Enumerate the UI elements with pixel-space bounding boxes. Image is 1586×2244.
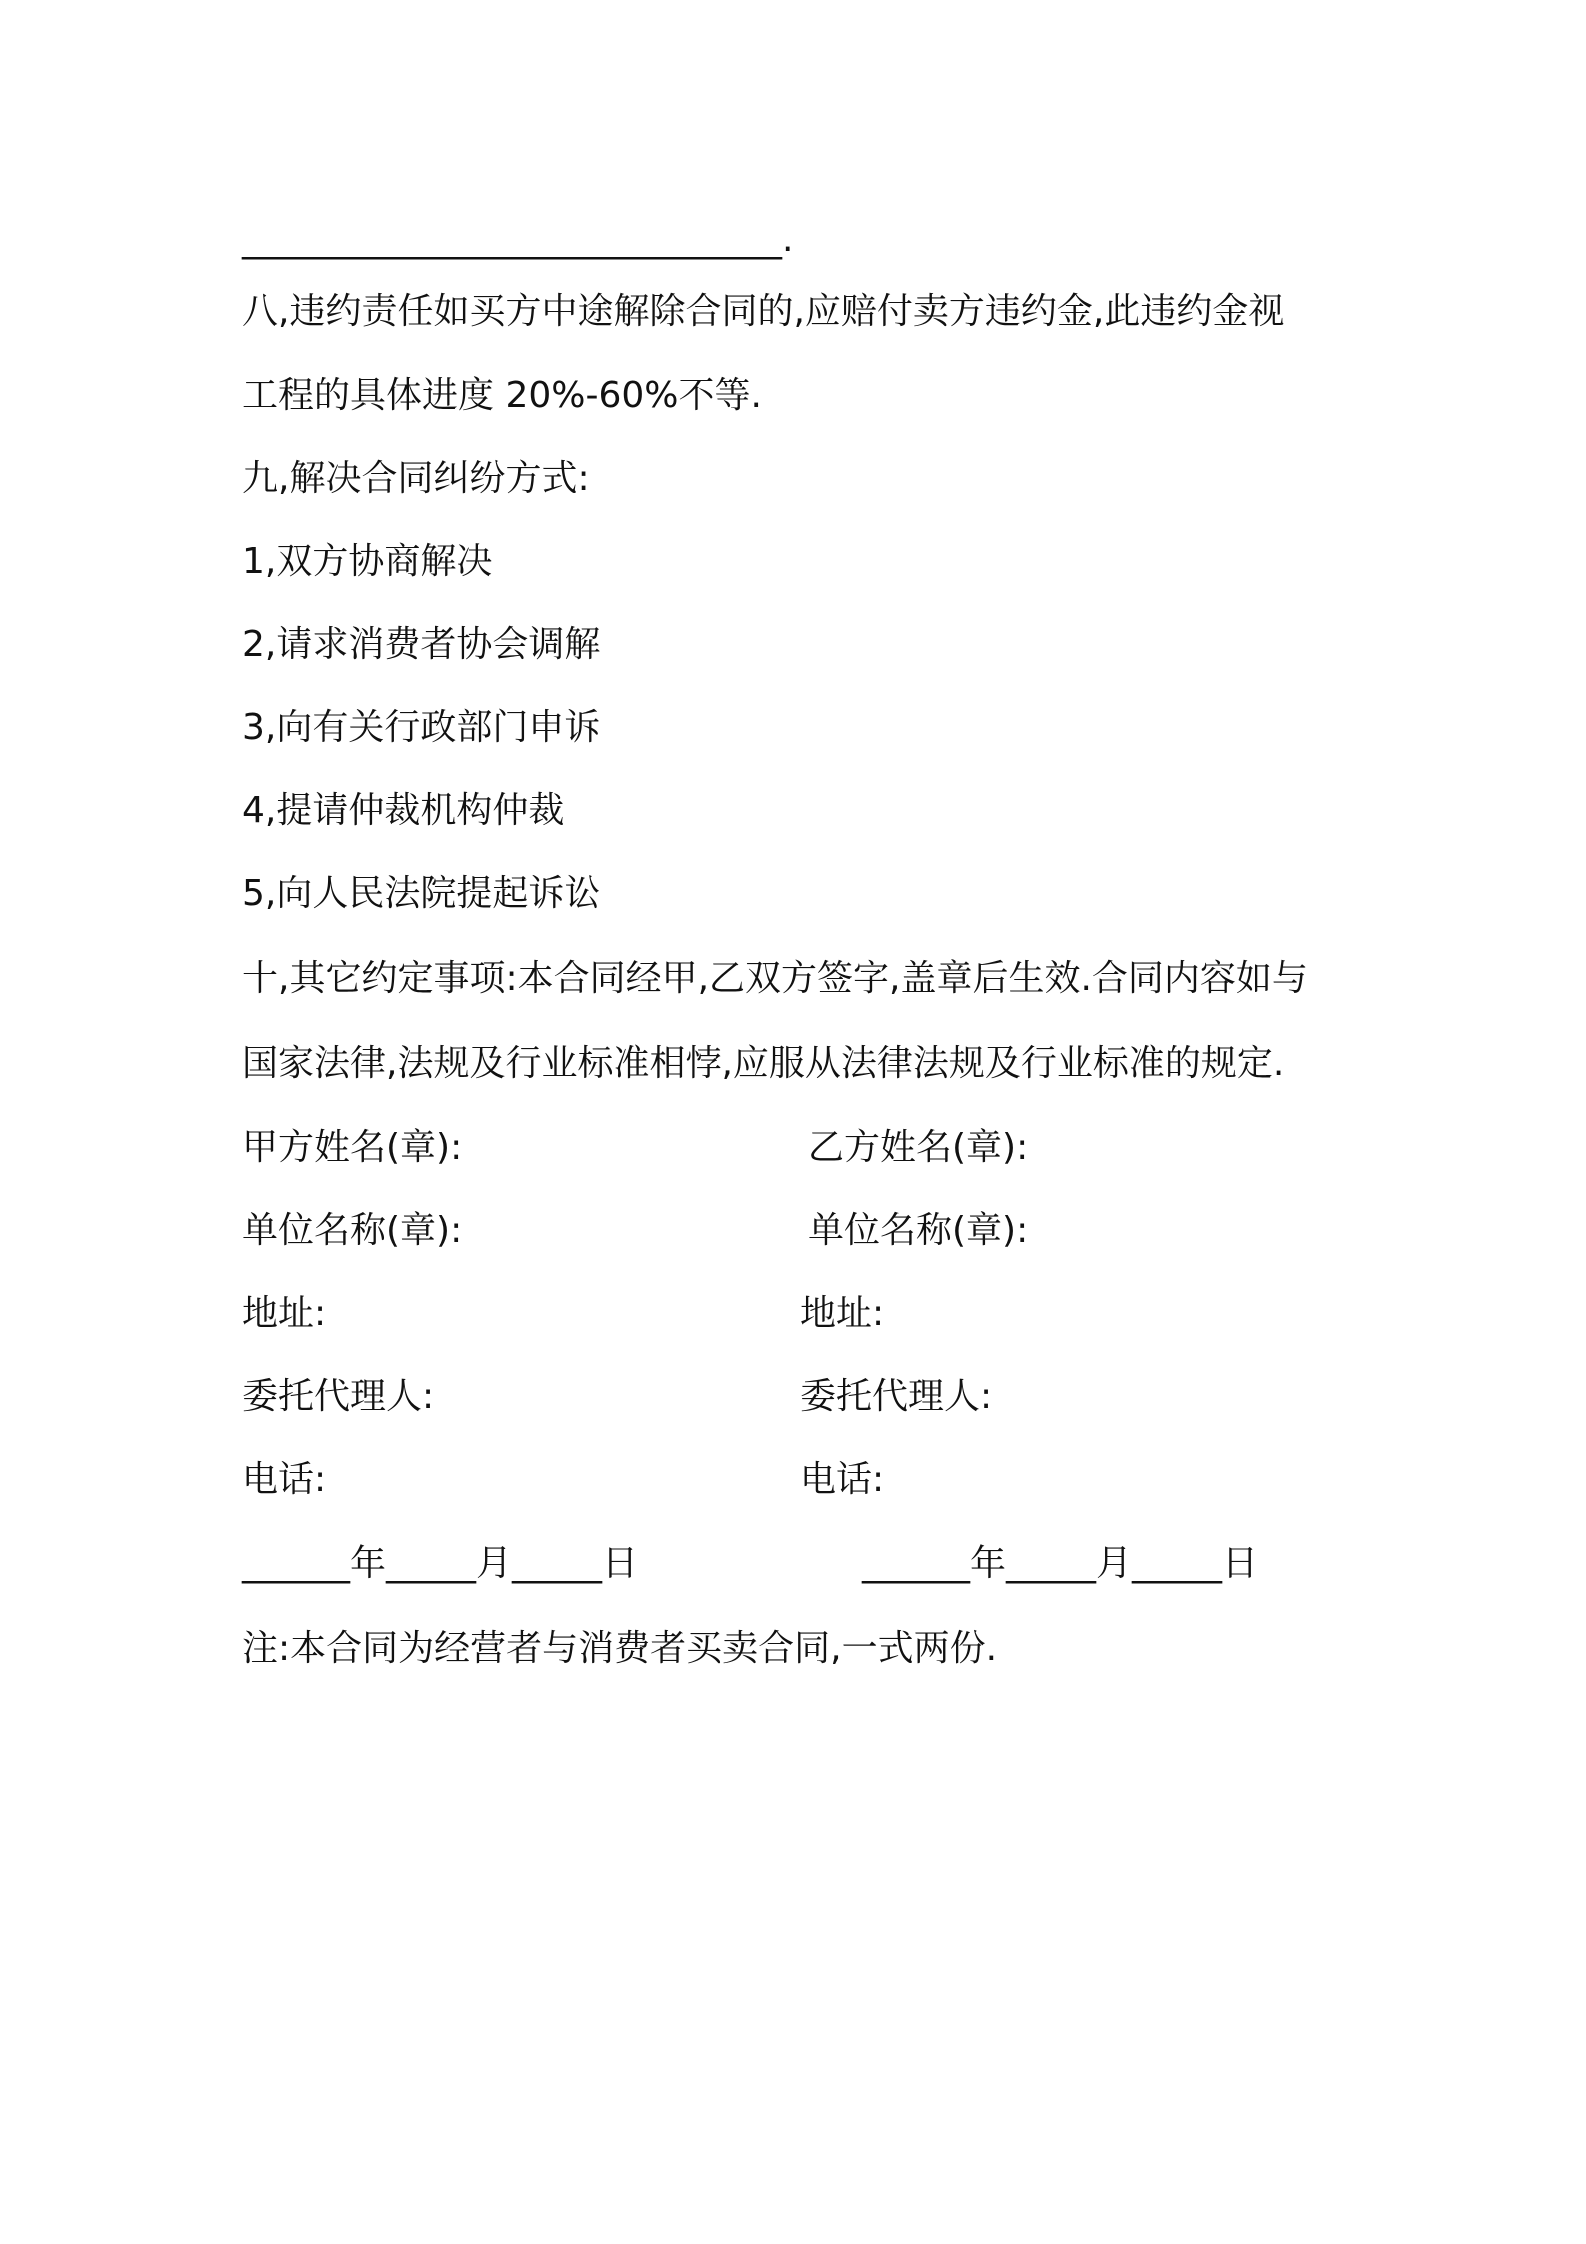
section9-item-3: 3,向有关行政部门申诉 [242, 707, 601, 748]
section8-line1: 八,违约责任如买方中途解除合同的,应赔付卖方违约金,此违约金视 [242, 291, 1285, 332]
section9-item-1: 1,双方协商解决 [242, 541, 493, 582]
party-a-address: 地址: [242, 1293, 327, 1334]
contract-note: 注:本合同为经营者与消费者买卖合同,一式两份. [242, 1628, 998, 1669]
section8-line2: 工程的具体进度 20%-60%不等. [242, 375, 762, 416]
section10-line1: 十,其它约定事项:本合同经甲,乙双方签字,盖章后生效.合同内容如与 [242, 958, 1308, 999]
party-b-date: ______年_____月_____日 [862, 1543, 1258, 1584]
section9-item-2: 2,请求消费者协会调解 [242, 624, 601, 665]
party-a-unit: 单位名称(章): [242, 1210, 463, 1251]
party-a-name: 甲方姓名(章): [242, 1127, 463, 1168]
party-b-phone: 电话: [800, 1459, 885, 1500]
top-blank-line: ______________________________. [242, 219, 794, 260]
party-b-address: 地址: [800, 1293, 885, 1334]
party-b-name: 乙方姓名(章): [808, 1127, 1029, 1168]
section9-item-5: 5,向人民法院提起诉讼 [242, 873, 601, 914]
section10-line2: 国家法律,法规及行业标准相悖,应服从法律法规及行业标准的规定. [242, 1043, 1285, 1084]
party-a-agent: 委托代理人: [242, 1376, 435, 1417]
section9-title: 九,解决合同纠纷方式: [242, 458, 590, 499]
party-a-phone: 电话: [242, 1459, 327, 1500]
section9-item-4: 4,提请仲裁机构仲裁 [242, 790, 565, 831]
party-a-date: ______年_____月_____日 [242, 1543, 638, 1584]
party-b-agent: 委托代理人: [800, 1376, 993, 1417]
party-b-unit: 单位名称(章): [808, 1210, 1029, 1251]
